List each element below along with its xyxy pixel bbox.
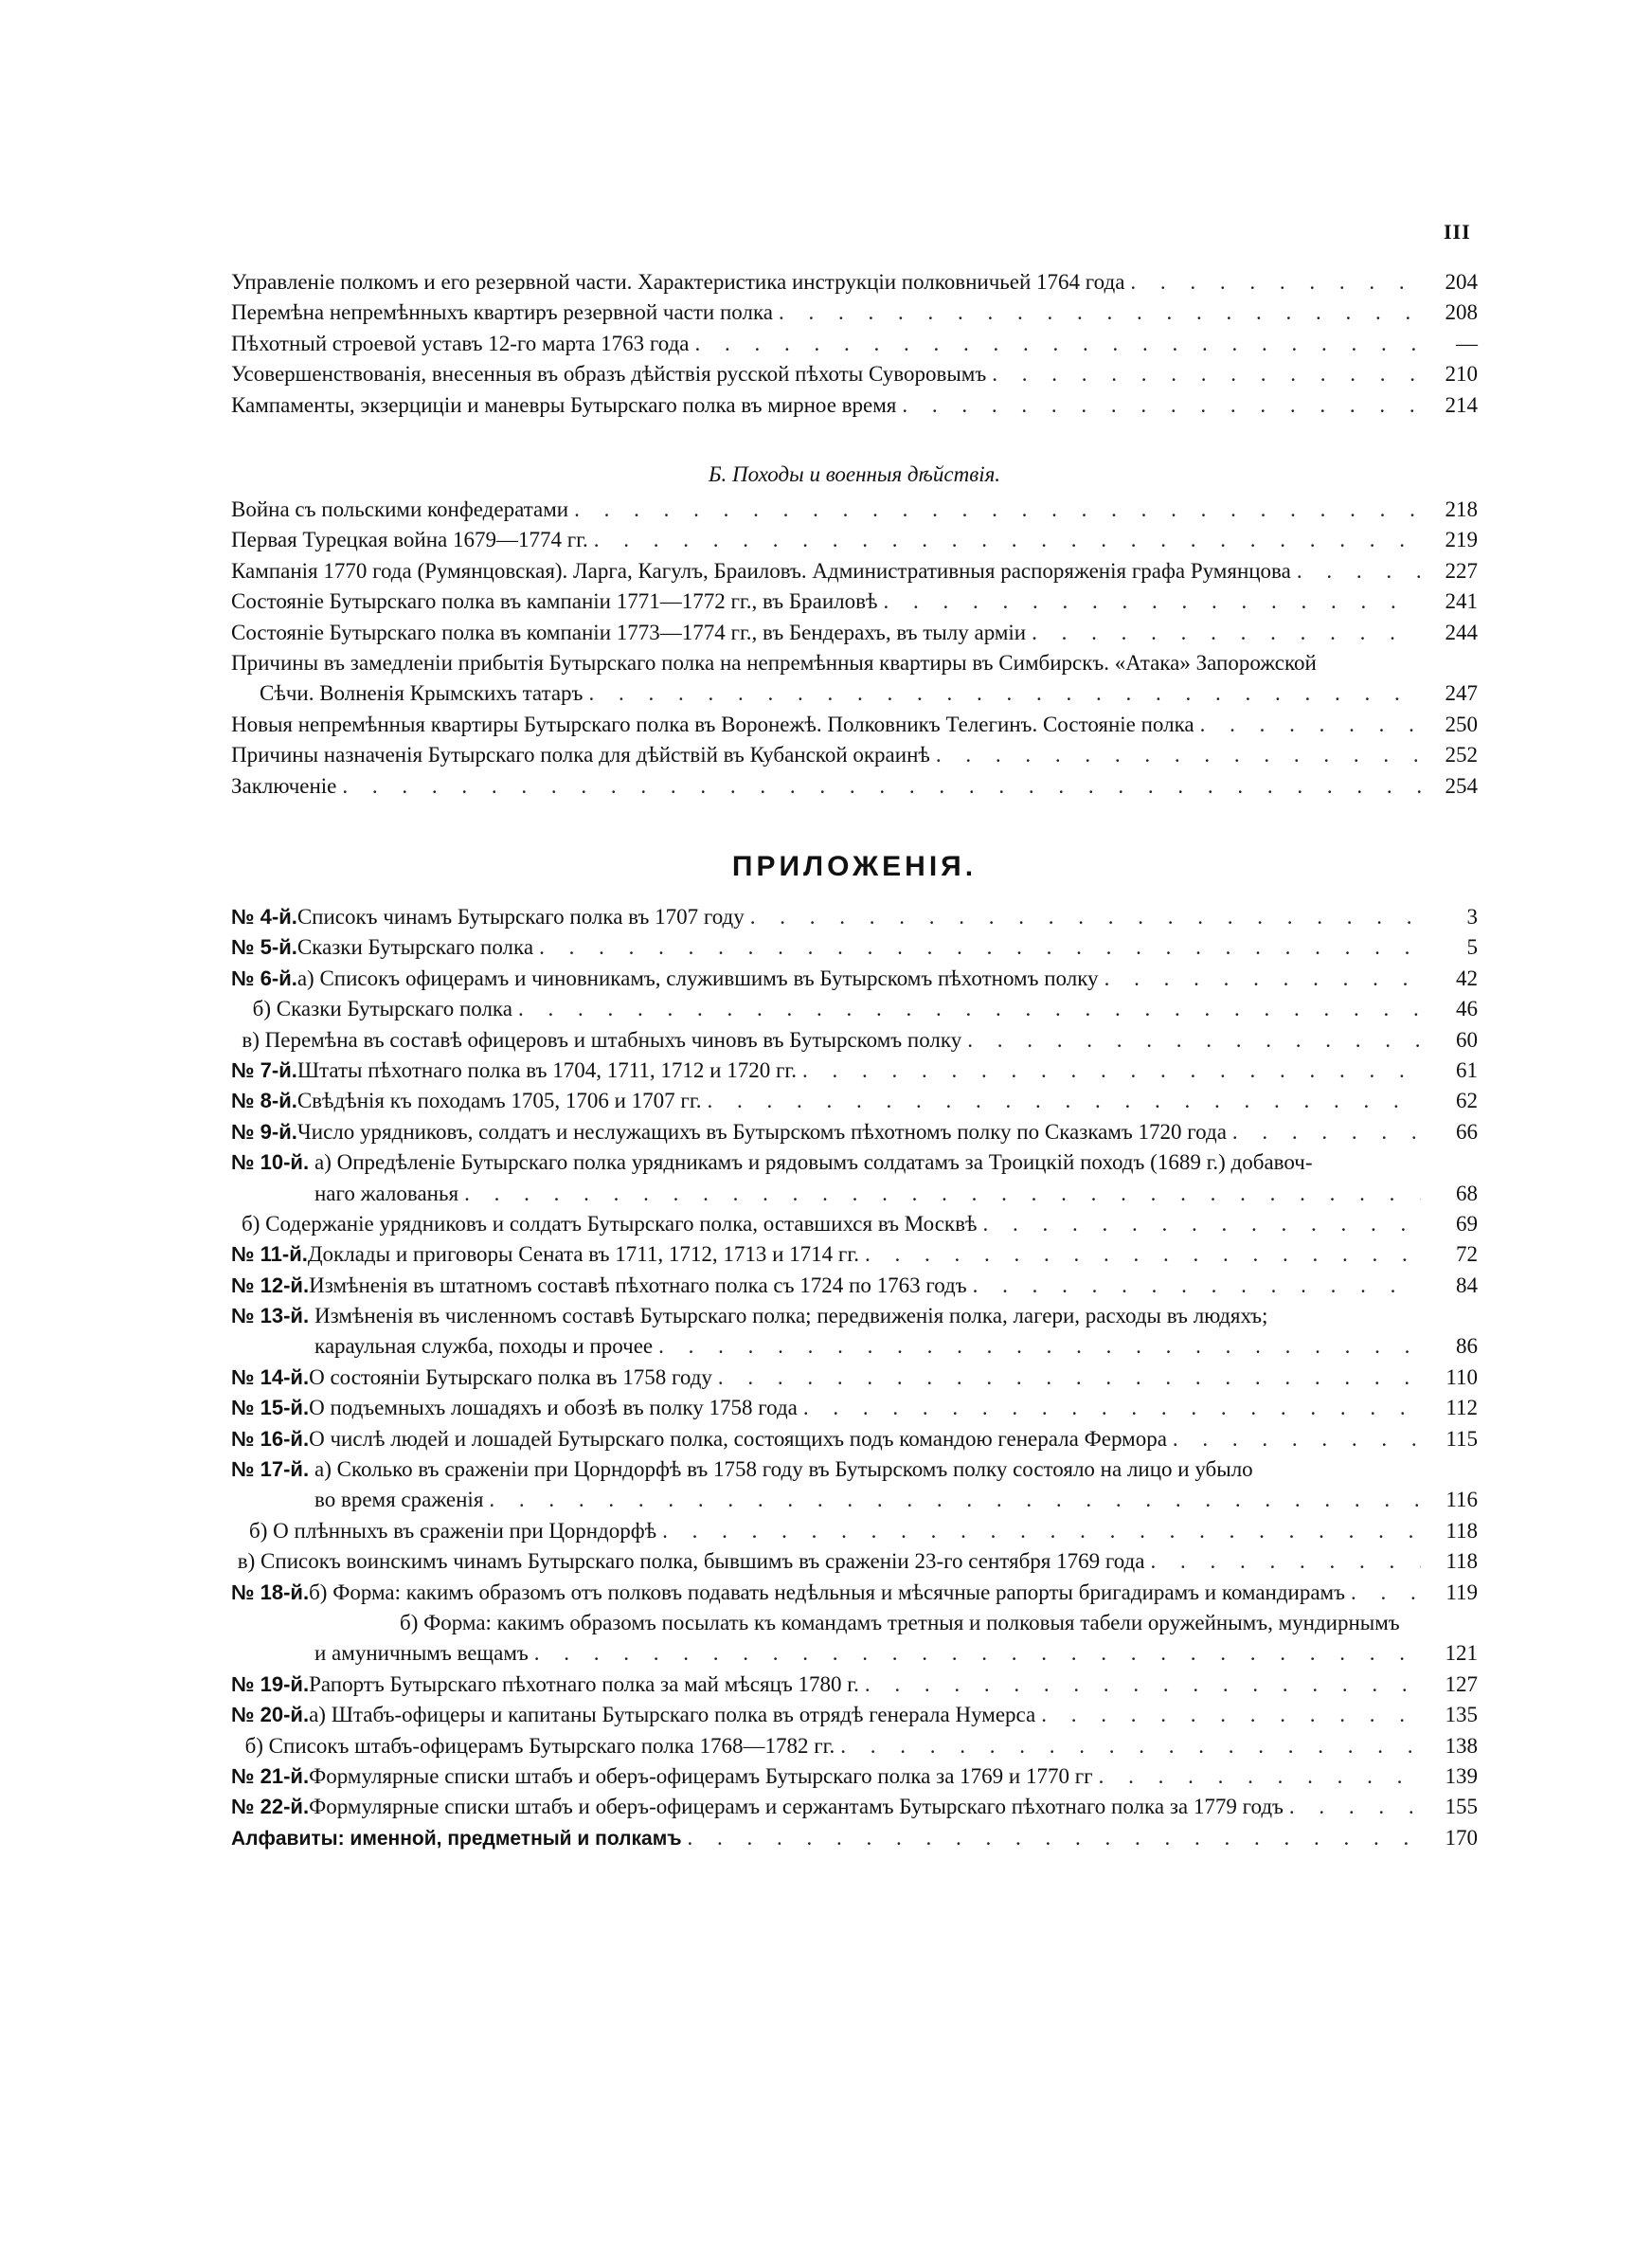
entry-page: 3 (1466, 905, 1478, 929)
entry-page: 139 (1445, 1763, 1478, 1788)
leader-dots (1099, 964, 1421, 994)
leader-dots (568, 495, 1421, 525)
leader-dots (682, 1823, 1421, 1853)
appendix-heading: ПРИЛОЖЕНІЯ. (731, 851, 978, 882)
entry-number: № 14-й. (231, 1364, 310, 1389)
entry-number: № 5-й. (231, 935, 297, 960)
toc-entry (231, 298, 1478, 328)
entry-number: № 11-й. (231, 1242, 308, 1267)
entry-page: 244 (1445, 620, 1478, 644)
entry-title-continued: во время сраженія (314, 1488, 484, 1512)
entry-page: 204 (1445, 270, 1478, 294)
toc-entry (231, 710, 1478, 740)
entry-page: 252 (1445, 743, 1478, 767)
leader-dots (986, 359, 1421, 389)
entry-page: 42 (1456, 966, 1478, 990)
entry-title: Управленіе полкомъ и его резервной части. Характеристика инструкціи полковничьей 1764 года (231, 270, 1125, 294)
entry-title: б) О плѣнныхъ въ сраженіи при Цорндорфѣ (249, 1518, 657, 1543)
leader-dots (896, 390, 1421, 421)
toc-entry (231, 1393, 1478, 1423)
entry-number: № 10-й. (231, 1150, 310, 1175)
entry-title: Число урядниковъ, солдатъ и неслужащихъ въ Бутырскомъ пѣхотномъ полку по Сказкамъ 1720 года (296, 1119, 1227, 1144)
entry-page: 84 (1456, 1273, 1478, 1297)
entry-title: Штаты пѣхотнаго полка въ 1704, 1711, 1712 и 1720 гг. (296, 1057, 797, 1082)
leader-dots (701, 1086, 1421, 1116)
entry-page: 118 (1446, 1549, 1478, 1574)
entry-title: Кампаменты, экзерциціи и маневры Бутырскаго полка въ мирное время (231, 392, 897, 417)
toc-appendix (231, 902, 1478, 1853)
leader-dots (336, 771, 1421, 802)
toc-entry (231, 495, 1478, 525)
toc-entry (231, 964, 1478, 994)
toc-entry-continuation (231, 678, 1478, 709)
leader-dots (529, 1638, 1421, 1669)
entry-title: б) Содержаніе урядниковъ и солдатъ Бутырскаго полка, оставшихся въ Москвѣ (242, 1211, 978, 1236)
toc-entry (231, 1147, 1478, 1178)
alphabets-title: Алфавиты: именной, предметный и полкамъ (231, 1827, 682, 1850)
leader-dots (1345, 1578, 1421, 1608)
entry-page: 116 (1446, 1488, 1478, 1512)
toc-entry (231, 1363, 1478, 1393)
leader-dots (930, 740, 1421, 770)
entry-number: № 22-й. (231, 1795, 310, 1819)
entry-title: б) Сказки Бутырскаго полка (252, 997, 512, 1021)
entry-page: 115 (1446, 1426, 1478, 1451)
toc-entry (231, 932, 1478, 963)
entry-title: Война съ польскими конфедератами (231, 497, 569, 521)
toc-entry (231, 1025, 1478, 1056)
leader-dots (835, 1731, 1421, 1761)
toc-entry (231, 390, 1478, 421)
entry-number: № 20-й. (231, 1703, 310, 1727)
leader-dots (1144, 1546, 1421, 1577)
entry-page: 68 (1456, 1181, 1478, 1205)
leader-dots (533, 932, 1421, 963)
leader-dots (798, 1393, 1421, 1423)
entry-number: № 13-й. (231, 1304, 310, 1328)
entry-title: Рапортъ Бутырскаго пѣхотнаго полка за май мѣсяцъ 1780 г. (309, 1671, 859, 1696)
entry-page: 127 (1445, 1671, 1478, 1696)
entry-number: № 9-й. (231, 1119, 297, 1144)
toc-entry (231, 267, 1478, 298)
entry-number: № 12-й. (231, 1273, 310, 1297)
leader-dots (656, 1516, 1421, 1546)
entry-title: Измѣненія въ численномъ составѣ Бутырскаго полка; передвиженія полка, лагери, расходы въ людяхъ; (314, 1304, 1268, 1328)
entry-title: б) Списокъ штабъ-офицерамъ Бутырскаго полка 1768—1782 гг. (244, 1733, 835, 1758)
leader-dots (1093, 1761, 1421, 1792)
entry-title: Измѣненія въ штатномъ составѣ пѣхотнаго полка съ 1724 по 1763 годъ (309, 1273, 967, 1297)
entry-title-continued: Сѣчи. Волненія Крымскихъ татаръ (260, 681, 584, 706)
entry-title: Причины назначенія Бутырскаго полка для дѣйствій въ Кубанской окраинѣ (231, 743, 930, 767)
entry-page: 170 (1445, 1825, 1478, 1850)
toc-entry (231, 1792, 1478, 1822)
entry-title: Кампанія 1770 года (Румянцовская). Ларга, Кагулъ, Браиловъ. Административныя распоряженія графа Румянцова (231, 558, 1291, 583)
entry-title: а) Опредѣленіе Бутырскаго полка урядникамъ и рядовымъ солдатамъ за Троицкій походъ (1689 г.) добавоч- (314, 1150, 1313, 1175)
entry-page: 219 (1445, 528, 1478, 552)
entry-page: 250 (1445, 712, 1478, 736)
entry-title: б) Форма: какимъ образомъ посылать къ командамъ третныя и полковыя табели оружейнымъ, мундирнымъ (400, 1610, 1400, 1634)
toc-entry (231, 740, 1478, 770)
entry-title: Новыя непремѣнныя квартиры Бутырскаго полка въ Воронежѣ. Полковникъ Телегинъ. Состояніе полка (231, 712, 1194, 736)
leader-dots (458, 1179, 1421, 1209)
entry-title: О подъемныхъ лошадяхъ и обозѣ въ полку 1758 года (309, 1396, 798, 1420)
entry-page: 69 (1456, 1211, 1478, 1236)
entry-page: 138 (1445, 1733, 1478, 1758)
leader-dots (512, 994, 1421, 1024)
entry-title: б) Форма: какимъ образомъ отъ полковъ подавать недѣльныя и мѣсячные рапорты бригадирамъ и командирамъ (309, 1580, 1346, 1604)
leader-dots (773, 298, 1421, 328)
toc-entry-continuation (231, 1179, 1478, 1209)
leader-dots (1194, 710, 1421, 740)
entry-title: а) Списокъ офицерамъ и чиновникамъ, служившимъ въ Бутырскомъ пѣхотномъ полку (296, 966, 1099, 990)
entry-page: 60 (1456, 1027, 1478, 1052)
entry-page: 254 (1445, 773, 1478, 798)
entry-page: 62 (1456, 1089, 1478, 1113)
entry-page: 118 (1446, 1518, 1478, 1543)
entry-number: № 8-й. (231, 1089, 297, 1113)
entry-title: О числѣ людей и лошадей Бутырскаго полка, состоящихъ подъ командою генерала Фермора (309, 1426, 1167, 1451)
entry-page: 241 (1445, 589, 1478, 614)
section-b-heading: Б. Походы и военныя дѣйствія. (708, 462, 1001, 486)
toc-entry (231, 1731, 1478, 1761)
toc-entry (231, 1761, 1478, 1792)
entry-page: 214 (1445, 392, 1478, 417)
entry-page: 121 (1445, 1641, 1478, 1666)
entry-title: Состояніе Бутырскаго полка въ кампаніи 1771—1772 гг., въ Браиловѣ (231, 589, 878, 614)
leader-dots (1026, 618, 1421, 648)
entry-page: 208 (1445, 300, 1478, 325)
leader-dots (745, 902, 1421, 932)
toc-entry-continuation (231, 1331, 1478, 1362)
toc-entry (231, 1117, 1478, 1147)
entry-title-continued: наго жалованья (314, 1181, 459, 1205)
toc-section-b (231, 495, 1478, 802)
entry-page: 86 (1456, 1334, 1478, 1359)
entry-page: 110 (1446, 1364, 1478, 1389)
toc-entry (231, 1086, 1478, 1116)
entry-title: в) Списокъ воинскимъ чинамъ Бутырскаго полка, бывшимъ въ сраженіи 23-го сентября 1769 года (237, 1549, 1145, 1574)
toc-entry (231, 1670, 1478, 1700)
entry-page: 155 (1445, 1795, 1478, 1819)
entry-page: 210 (1445, 362, 1478, 387)
leader-dots (797, 1056, 1421, 1086)
entry-page: 61 (1456, 1057, 1478, 1082)
entry-title: Заключеніе (231, 773, 337, 798)
leader-dots (859, 1670, 1421, 1700)
entry-page: 218 (1445, 497, 1478, 521)
leader-dots (977, 1209, 1421, 1239)
toc-entry (231, 1516, 1478, 1546)
entry-number: № 18-й. (231, 1580, 310, 1604)
entry-page: 119 (1446, 1580, 1478, 1604)
entry-title: а) Сколько въ сраженіи при Цорндорфѣ въ 1758 году въ Бутырскомъ полку состояло на лицо и убыло (314, 1457, 1253, 1482)
entry-page: 72 (1456, 1242, 1478, 1267)
entry-title: Пѣхотный строевой уставъ 12-го марта 1763 года (231, 331, 690, 355)
entry-title: Свѣдѣнія къ походамъ 1705, 1706 и 1707 гг. (296, 1089, 702, 1113)
entry-number: № 16-й. (231, 1426, 310, 1451)
toc-section-a (231, 267, 1478, 421)
entry-title: Формулярные списки штабъ и оберъ-офицерамъ Бутырскаго полка за 1769 и 1770 гг (309, 1763, 1093, 1788)
toc-entry (231, 329, 1478, 359)
toc-entry-continuation (231, 1485, 1478, 1515)
toc-entry (231, 1424, 1478, 1454)
entry-title: в) Перемѣна въ составѣ офицеровъ и штабныхъ чиновъ въ Бутырскомъ полку (242, 1027, 962, 1052)
entry-title: Формулярные списки штабъ и оберъ-офицерамъ и сержантамъ Бутырскаго пѣхотнаго полка за 1779 годъ (309, 1795, 1284, 1819)
toc-entry-alphabets (231, 1823, 1478, 1853)
toc-entry (231, 1578, 1478, 1608)
entry-title: Состояніе Бутырскаго полка въ компаніи 1773—1774 гг., въ Бендерахъ, въ тылу арміи (231, 620, 1027, 644)
entry-number: № 17-й. (231, 1457, 310, 1482)
leader-dots (961, 1025, 1421, 1056)
entry-title: Сказки Бутырскаго полка (296, 935, 534, 960)
entry-number: № 19-й. (231, 1671, 310, 1696)
toc-entry (231, 902, 1478, 932)
leader-dots (653, 1331, 1421, 1362)
leader-dots (877, 587, 1421, 617)
toc-entry (231, 771, 1478, 802)
leader-dots (1227, 1117, 1421, 1147)
entry-page: 135 (1445, 1703, 1478, 1727)
entry-number: № 6-й. (231, 966, 297, 990)
leader-dots (1284, 1792, 1421, 1822)
entry-title: а) Штабъ-офицеры и капитаны Бутырскаго полка въ отрядѣ генерала Нумерса (309, 1703, 1036, 1727)
toc-entry (231, 1608, 1478, 1638)
toc-entry-continuation (231, 1638, 1478, 1669)
toc-entry (231, 648, 1478, 678)
entry-page: — (1456, 331, 1478, 355)
toc-entry (231, 1056, 1478, 1086)
entry-title: Усовершенствованія, внесенныя въ образъ дѣйствія русской пѣхоты Суворовымъ (231, 362, 987, 387)
entry-title: Причины въ замедленіи прибытія Бутырскаго полка на непремѣнныя квартиры въ Симбирскъ. «Атака» Запорожской (231, 650, 1317, 675)
leader-dots (967, 1271, 1421, 1301)
entry-page: 247 (1445, 681, 1478, 706)
leader-dots (1291, 556, 1421, 587)
leader-dots (712, 1363, 1421, 1393)
toc-entry (231, 525, 1478, 555)
leader-dots (1167, 1424, 1421, 1454)
leader-dots (483, 1485, 1421, 1515)
toc-entry (231, 1209, 1478, 1239)
toc-entry (231, 1301, 1478, 1331)
entry-number: № 15-й. (231, 1396, 310, 1420)
toc-entry (231, 1546, 1478, 1577)
toc-entry (231, 587, 1478, 617)
toc-entry (231, 1271, 1478, 1301)
toc-entry (231, 618, 1478, 648)
entry-page: 112 (1446, 1396, 1478, 1420)
entry-title: Первая Турецкая война 1679—1774 гг. (231, 528, 588, 552)
entry-page: 227 (1445, 558, 1478, 583)
entry-number: № 7-й. (231, 1057, 297, 1082)
entry-page: 66 (1456, 1119, 1478, 1144)
entry-page: 5 (1466, 935, 1478, 960)
entry-title: О состояніи Бутырскаго полка въ 1758 году (309, 1364, 712, 1389)
entry-title: Доклады и приговоры Сената въ 1711, 1712, 1713 и 1714 гг. (307, 1242, 859, 1267)
entry-title-continued: караульная служба, походы и прочее (314, 1334, 654, 1359)
entry-title: Списокъ чинамъ Бутырскаго полка въ 1707 году (296, 905, 745, 929)
toc-entry (231, 1239, 1478, 1270)
leader-dots (859, 1239, 1421, 1270)
entry-number: № 21-й. (231, 1763, 310, 1788)
toc-entry (231, 1454, 1478, 1485)
leader-dots (689, 329, 1421, 359)
entry-title: Перемѣна непремѣнныхъ квартиръ резервной части полка (231, 300, 774, 325)
leader-dots (1124, 267, 1421, 298)
entry-title-continued: и амуничнымъ вещамъ (314, 1641, 529, 1666)
entry-page: 46 (1456, 997, 1478, 1021)
entry-number: № 4-й. (231, 905, 297, 929)
leader-dots (583, 678, 1421, 709)
toc-entry (231, 1700, 1478, 1730)
toc-entry (231, 556, 1478, 587)
leader-dots (1035, 1700, 1421, 1730)
leader-dots (588, 525, 1421, 555)
toc-entry (231, 359, 1478, 389)
toc-entry (231, 994, 1478, 1024)
page-number: III (1444, 220, 1471, 244)
